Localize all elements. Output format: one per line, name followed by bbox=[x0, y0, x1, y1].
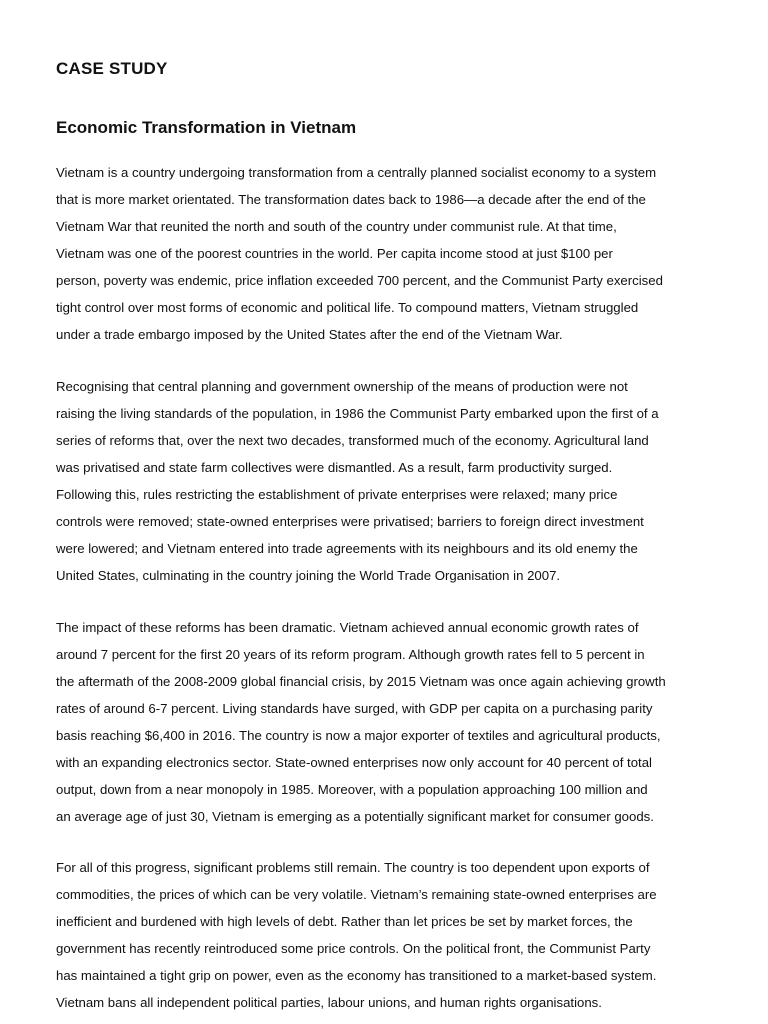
paragraph-line: under a trade embargo imposed by the United States after the end of the Vietnam War. bbox=[56, 327, 563, 342]
paragraph-line: output, down from a near monopoly in 1985. Moreover, with a population approaching 100 million and bbox=[56, 782, 648, 797]
paragraph-line: commodities, the prices of which can be very volatile. Vietnam’s remaining state-owned enterprises are bbox=[56, 887, 657, 902]
paragraph-line: Vietnam was one of the poorest countries in the world. Per capita income stood at just $100 per bbox=[56, 246, 613, 261]
paragraph-line: Vietnam War that reunited the north and south of the country under communist rule. At that time, bbox=[56, 219, 617, 234]
paragraph-2 bbox=[56, 373, 718, 589]
paragraph-line: inefficient and burdened with high levels of debt. Rather than let prices be set by market forces, the bbox=[56, 914, 633, 929]
paragraph-line: raising the living standards of the population, in 1986 the Communist Party embarked upon the first of a bbox=[56, 406, 659, 421]
paragraph-3 bbox=[56, 614, 718, 830]
paragraph-line: were lowered; and Vietnam entered into trade agreements with its neighbours and its old enemy the bbox=[56, 541, 638, 556]
paragraph-line: government has recently reintroduced some price controls. On the political front, the Communist Party bbox=[56, 941, 651, 956]
paragraph-line: series of reforms that, over the next two decades, transformed much of the economy. Agricultural land bbox=[56, 433, 649, 448]
paragraph-line: Recognising that central planning and government ownership of the means of production were not bbox=[56, 379, 628, 394]
paragraph-line: United States, culminating in the country joining the World Trade Organisation in 2007. bbox=[56, 568, 561, 583]
paragraph-line: basis reaching $6,400 in 2016. The country is now a major exporter of textiles and agricultural products, bbox=[56, 728, 661, 743]
paragraph-line: an average age of just 30, Vietnam is emerging as a potentially significant market for consumer goods. bbox=[56, 809, 654, 824]
paragraph-line: around 7 percent for the first 20 years of its reform program. Although growth rates fell to 5 percent in bbox=[56, 647, 645, 662]
paragraph-line: Vietnam bans all independent political parties, labour unions, and human rights organisations. bbox=[56, 995, 602, 1010]
document-title: Economic Transformation in Vietnam bbox=[56, 118, 357, 137]
paragraph-4 bbox=[56, 854, 718, 1016]
paragraph-line: that is more market orientated. The transformation dates back to 1986—a decade after the end of the bbox=[56, 192, 646, 207]
paragraph-line: controls were removed; state-owned enterprises were privatised; barriers to foreign direct investment bbox=[56, 514, 644, 529]
paragraph-line: The impact of these reforms has been dramatic. Vietnam achieved annual economic growth rates of bbox=[56, 620, 639, 635]
paragraph-line: tight control over most forms of economic and political life. To compound matters, Vietnam struggled bbox=[56, 300, 639, 315]
paragraph-1 bbox=[56, 159, 718, 348]
paragraph-line: was privatised and state farm collectives were dismantled. As a result, farm productivity surged. bbox=[56, 460, 613, 475]
paragraph-line: For all of this progress, significant problems still remain. The country is too dependent upon exports of bbox=[56, 860, 650, 875]
case-study-heading: CASE STUDY bbox=[56, 59, 168, 78]
paragraph-line: with an expanding electronics sector. State-owned enterprises now only account for 40 percent of total bbox=[56, 755, 652, 770]
paragraph-line: has maintained a tight grip on power, even as the economy has transitioned to a market-based system. bbox=[56, 968, 657, 983]
paragraph-line: Vietnam is a country undergoing transformation from a centrally planned socialist economy to a system bbox=[56, 165, 657, 180]
paragraph-line: the aftermath of the 2008-2009 global financial crisis, by 2015 Vietnam was once again achieving growth bbox=[56, 674, 666, 689]
paragraph-line: rates of around 6-7 percent. Living standards have surged, with GDP per capita on a purchasing parity bbox=[56, 701, 653, 716]
paragraph-line: person, poverty was endemic, price inflation exceeded 700 percent, and the Communist Party exercised bbox=[56, 273, 663, 288]
paragraph-line: Following this, rules restricting the establishment of private enterprises were relaxed; many price bbox=[56, 487, 618, 502]
